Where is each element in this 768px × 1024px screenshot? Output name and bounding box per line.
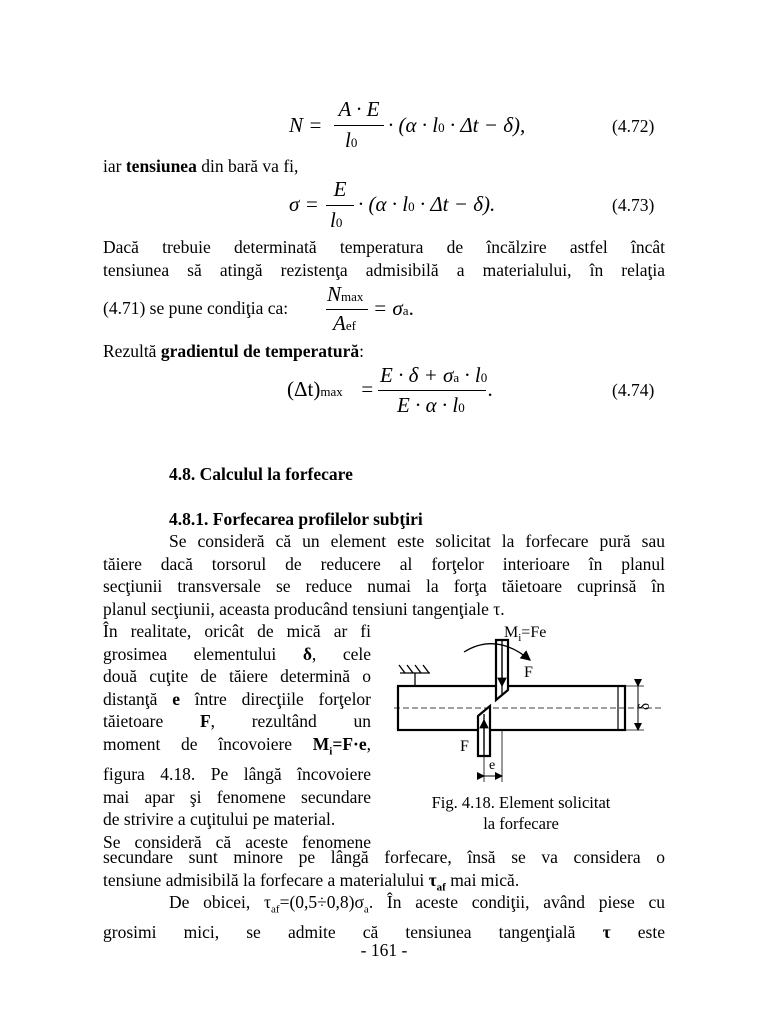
eq-lhs: N =	[289, 113, 323, 137]
subsection-heading-4-8-1: 4.8.1. Forfecarea profilelor subţiri	[169, 509, 423, 529]
eq-denominator: l0	[345, 128, 358, 152]
fraction-bar	[334, 125, 384, 126]
force-label-bottom: F	[460, 738, 469, 755]
paragraph-realitate-cont: secundare sunt minore pe lângă forfecare, însă se va considera o tensiune admisibilă la forfecare a materialului $\tau_{af}$ mai mică.	[103, 847, 665, 894]
eq-lhs: (Δt)max	[287, 377, 343, 401]
paragraph-daca-line3: (4.71) se pune condiţia ca:	[103, 298, 289, 318]
paragraph-rezulta: Rezultă gradientul de temperatură:	[103, 341, 365, 361]
paragraph-iar: iar tensiunea din bară va fi,	[103, 156, 299, 176]
eq-numerator: E	[333, 177, 347, 201]
figure-caption: Fig. 4.18. Element solicitat la forfecare	[431, 793, 611, 833]
paragraph-considera: Se consideră că un element este solicitat la forfecare pură sau tăiere dacă torsorul de reducere al forţelor interioare în planul secţiunii transversale se reduce numai la forţa tăietoare cuprinsă în planul secţiunii, aceasta producând tensiuni tangenţiale τ.	[103, 531, 665, 619]
fraction-bar	[326, 205, 354, 206]
page-number: - 161 -	[360, 940, 408, 960]
cond-rhs: = σa.	[373, 296, 414, 320]
equation-number: (4.73)	[612, 195, 655, 215]
figure-4-18	[378, 618, 668, 788]
moment-label: $M_i=Fe$	[504, 624, 547, 645]
eq-numerator: A · E	[338, 97, 380, 121]
equation-number: (4.72)	[612, 116, 655, 136]
support-hatch	[399, 665, 430, 686]
eq-equals: =	[360, 377, 375, 401]
eq-rest: · (α · l0 · Δt − δ).	[358, 192, 496, 216]
force-label-top: F	[524, 664, 533, 681]
eq-tail: .	[488, 377, 494, 401]
gap-label: e	[489, 758, 496, 773]
thickness-label: δ	[637, 702, 654, 711]
fraction-bar	[326, 309, 368, 310]
fraction-bar	[378, 390, 486, 391]
eq-rest: · (α · l0 · Δt − δ),	[388, 113, 526, 137]
equation-number: (4.74)	[612, 380, 655, 400]
eq-denominator: l0	[330, 208, 343, 232]
paragraph-realitate: În realitate, oricât de mică ar fi grosimea elementului δ, cele două cuţite de tăiere determină o distanţă e între direcţiile forţelor tăietoare F, rezultând un moment de încovoiere $M_i=F\cdot e$, figura 4.18. Pe lângă încovoiere mai apar şi fenomene secundare de strivire a cuţitului pe material. Se consideră că aceste fenomene	[103, 621, 372, 852]
cond-numerator: Nmax	[327, 282, 364, 306]
eq-numerator: E · δ + σa · l0	[380, 363, 488, 387]
paragraph-obicei: De obicei, $\tau_{af}=(0,5\div 0,8)\sigma_a$. În aceste condiţii, având piese cu grosimi mici, se admite că tensiunea tangenţială τ este	[103, 892, 666, 943]
eq-lhs: σ =	[289, 192, 319, 216]
paragraph-daca: Dacă trebuie determinată temperatura de încălzire astfel încât tensiunea să atingă rezistenţa admisibilă a materialului, în relaţia	[103, 237, 665, 280]
cond-denominator: Aef	[333, 311, 356, 335]
section-heading-4-8: 4.8. Calculul la forfecare	[169, 464, 353, 484]
eq-denominator: E · α · l0	[397, 393, 465, 417]
